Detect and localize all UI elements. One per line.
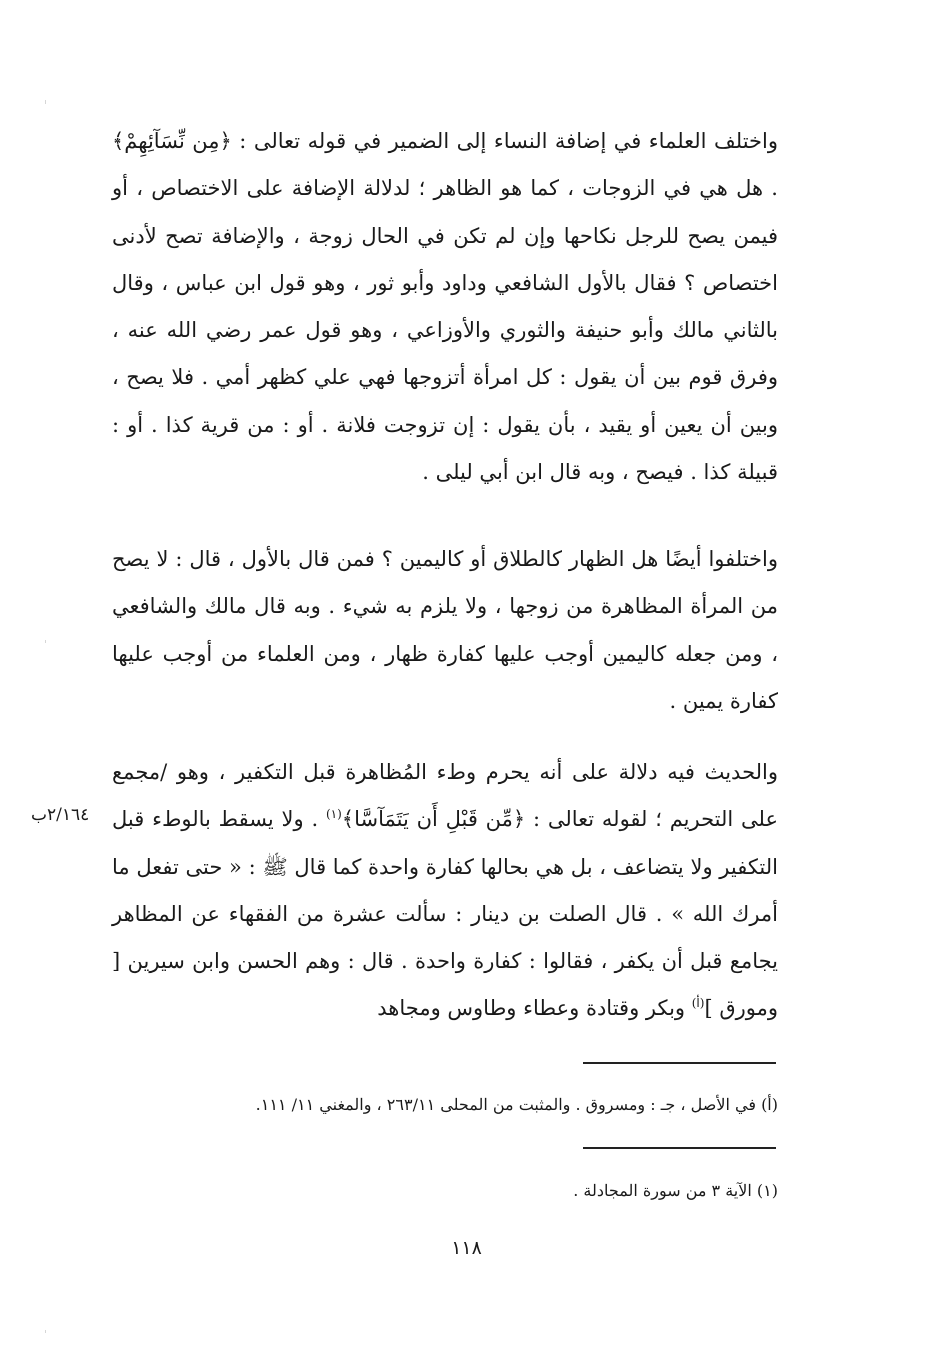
scan-edge-mark xyxy=(45,1330,46,1333)
paragraph-text-part: والحديث فيه دلالة على أنه يحرم وطء المُظاهرة قبل التكفير ، وهو /مجمع على التحريم ؛ لقوله تعالى : ﴿مِّن قَبْلِ أَن يَتَمَآسَّا﴾ xyxy=(112,760,779,832)
footnote-marker-1: (١) xyxy=(325,807,342,822)
paragraph-zihar-divorce-or-oath: واختلفوا أيضًا هل الظهار كالطلاق أو كاليمين ؟ فمن قال بالأول ، قال : لا يصح من المرأة المظاهرة من زوجها ، ولا يلزم به شيء . وبه قال مالك والشافعي ، ومن جعله كاليمين أوجب عليها كفارة ظهار ، ومن العلماء من أوجب عليها كفارة يمين . xyxy=(112,547,778,713)
footnote-divider xyxy=(583,1062,776,1064)
paragraph-text-part: . ولا يسقط بالوطء قبل التكفير ولا يتضاعف ، بل هي بحالها كفارة واحدة كما قال ﷺ : « حتى تفعل ما أمرك الله » . قال الصلت بن دينار : سألت عشرة من الفقهاء عن المظاهر يجامع قبل أن يكفر ، فقالوا : كفارة واحدة . قال : وهم الحسن وابن سيرين [ ومورق ] xyxy=(112,807,778,1021)
footnote-marker-a: (أ) xyxy=(691,996,705,1011)
paragraph-hadith-expiation xyxy=(112,749,778,1033)
page-number: ١١٨ xyxy=(451,1237,482,1259)
footnote-divider xyxy=(583,1147,776,1149)
manuscript-folio-reference: ٢/١٦٤ب xyxy=(31,805,90,825)
scan-edge-mark xyxy=(45,100,46,104)
paragraph-zihar-women: واختلف العلماء في إضافة النساء إلى الضمير في قوله تعالى : ﴿مِن نِّسَآئِهِمْ﴾ . هل هي في الزوجات ، كما هو الظاهر ؛ لدلالة الإضافة على الاختصاص ، أو فيمن يصح للرجل نكاحها وإن لم تكن في الحال زوجة ، والإضافة تصح لأدنى اختصاص ؟ فقال بالأول الشافعي وداود وأبو ثور ، وهو قول ابن عباس ، وقال بالثاني مالك وأبو حنيفة والثوري والأوزاعي ، وهو قول عمر رضي الله عنه ، وفرق قوم بين أن يقول : كل امرأة أتزوجها فهي علي كظهر أمي . فلا يصح ، وبين أن يعين أو يقيد ، بأن يقول : إن تزوجت فلانة . أو : من قرية كذا . أو : قبيلة كذا . فيصح ، وبه قال ابن أبي ليلى . xyxy=(112,129,778,485)
scan-edge-mark xyxy=(45,640,46,643)
footnote-quran-reference: (١) الآية ٣ من سورة المجادلة . xyxy=(573,1181,778,1200)
paragraph-text-part: وبكر وقتادة وعطاء وطاوس ومجاهد xyxy=(377,996,692,1021)
footnote-variant-reading: (أ) في الأصل ، جـ : ومسروق . والمثبت من المحلى ٢٦٣/١١ ، والمغني ١١/ ١١١. xyxy=(255,1095,778,1114)
